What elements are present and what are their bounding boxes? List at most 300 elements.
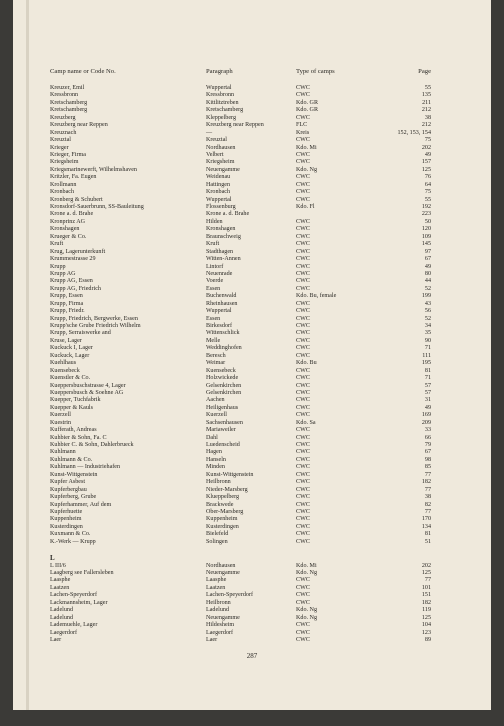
table-row (13, 353, 491, 360)
table-row (13, 487, 491, 494)
table-row (13, 464, 491, 471)
page-cell: 120 (421, 226, 431, 233)
index-table (13, 85, 491, 644)
section-gap (13, 546, 491, 553)
camp-type-cell: Kdo. Mi (296, 144, 317, 151)
camp-name-cell: Kronshagen (50, 226, 80, 233)
paragraph-cell: Kuppenheim (206, 516, 238, 523)
paragraph-cell: Kunst-Wittgenstein (206, 471, 254, 478)
paragraph-cell: Aachen (206, 397, 225, 404)
paragraph-cell: Dahl (206, 434, 218, 441)
table-row (13, 107, 491, 114)
camp-name-cell: Krupp, Firma (50, 300, 84, 307)
camp-name-cell: Krueger & Co. (50, 233, 87, 240)
camp-type-cell: CWC (296, 196, 310, 203)
paragraph-cell: Minden (206, 464, 225, 471)
paragraph-cell: Hattingen (206, 181, 231, 188)
section-letter: L (50, 553, 55, 562)
camp-type-cell: Kdo. GR (296, 107, 319, 114)
page-cell: 125 (421, 570, 431, 576)
camp-name-cell: Kupfer Asbest (50, 479, 86, 486)
table-row (13, 219, 491, 226)
table-row (13, 442, 491, 449)
table-row (13, 637, 491, 644)
paragraph-cell: Wuppertal (206, 196, 232, 203)
paragraph-cell: Luedenscheid (206, 442, 240, 448)
page-cell: 50 (424, 218, 431, 225)
page-cell: 151 (421, 592, 431, 599)
paragraph-cell: Essen (206, 315, 221, 322)
camp-name-cell: Kuxmann & Co. (50, 531, 91, 538)
table-row (13, 524, 491, 531)
paragraph-cell: Holzwickede (206, 375, 239, 382)
camp-type-cell: CWC (296, 137, 310, 144)
page-cell: 134 (421, 523, 431, 530)
page-cell: 169 (421, 412, 431, 419)
camp-type-cell: FLC (296, 122, 308, 129)
camp-name-cell: Kreuzberg near Reppen (50, 122, 108, 129)
camp-type-cell: CWC (296, 308, 310, 315)
camp-type-cell: CWC (296, 636, 310, 643)
paragraph-cell: Lachen-Speyerdorf (206, 592, 254, 599)
paragraph-cell: Hagen (206, 449, 222, 456)
page-cell: 85 (424, 464, 431, 471)
page-cell: 182 (421, 599, 431, 606)
camp-type-cell: Kdo. Ng (296, 570, 317, 576)
paragraph-cell: Neuengamme (206, 166, 240, 173)
camp-name-cell: Kreuzberg (50, 114, 76, 121)
table-row (13, 435, 491, 442)
page-cell: 56 (424, 308, 431, 315)
camp-name-cell: Kuhbier C. & Sohn, Dahlerbrueck (50, 442, 134, 448)
table-row (13, 271, 491, 278)
paragraph-cell: Kusterdingen (206, 523, 239, 530)
page-cell: 104 (421, 622, 431, 629)
table-row (13, 241, 491, 248)
camp-name-cell: Krieger (50, 144, 69, 151)
camp-name-cell: Kuppenheim (50, 516, 82, 523)
camp-type-cell: Kdo. GR (296, 99, 319, 106)
page-cell: 125 (421, 166, 431, 173)
page-cell: 64 (424, 181, 431, 188)
camp-type-cell: CWC (296, 599, 310, 606)
paragraph-cell: Beresch (206, 352, 226, 359)
camp-type-cell: CWC (296, 389, 310, 396)
paragraph-cell: Hildesheim (206, 622, 235, 629)
camp-type-cell: CWC (296, 218, 310, 225)
paragraph-cell: Braunschweig (206, 233, 241, 240)
table-row (13, 189, 491, 196)
camp-type-cell: CWC (296, 337, 310, 344)
table-row (13, 145, 491, 152)
camp-type-cell: CWC (296, 233, 310, 240)
table-row (13, 92, 491, 99)
camp-type-cell: CWC (296, 494, 310, 501)
table-row (13, 420, 491, 427)
camp-type-cell: CWC (296, 523, 310, 530)
camp-name-cell: Laegerdorf (50, 629, 78, 636)
camp-name-cell: Kueppersbuschstrasse 4, Lager (50, 382, 126, 389)
camp-type-cell: CWC (296, 442, 310, 448)
paragraph-cell: Klueppelberg (206, 494, 240, 501)
page-cell: 80 (424, 270, 431, 277)
camp-name-cell: Kunst-Wittgenstein (50, 471, 98, 478)
page-cell: 212 (421, 122, 431, 129)
page-cell: 209 (421, 419, 431, 426)
page-cell: 152, 153, 154 (397, 129, 431, 136)
camp-name-cell: Krummestrasse 29 (50, 256, 96, 263)
camp-type-cell: CWC (296, 270, 310, 277)
paragraph-cell: Weddinghofen (206, 345, 242, 352)
page-cell: 145 (421, 241, 431, 248)
camp-type-cell: Kdo. Ng (296, 614, 317, 621)
page-cell: 49 (424, 151, 431, 158)
table-row (13, 592, 491, 599)
table-row (13, 600, 491, 607)
page-cell: 43 (424, 300, 431, 307)
paragraph-cell: Nordhausen (206, 562, 236, 569)
camp-name-cell: Laasphe (50, 577, 71, 584)
page-cell: 31 (424, 397, 431, 404)
camp-name-cell: L III/6 (50, 562, 66, 569)
camp-name-cell: Laatzen (50, 584, 70, 591)
page-cell: 109 (421, 233, 431, 240)
camp-name-cell: Laer (50, 636, 62, 643)
page-number: 287 (246, 652, 258, 660)
paragraph-cell: Neuenrade (206, 270, 233, 277)
table-row (13, 615, 491, 622)
paragraph-cell: Kretschamberg (206, 107, 244, 114)
page-cell: 49 (424, 263, 431, 270)
paragraph-cell: Kriegsheim (206, 159, 235, 166)
camp-type-cell: CWC (296, 159, 310, 166)
page-cell: 89 (424, 636, 431, 643)
table-row (13, 130, 491, 137)
table-row (13, 502, 491, 509)
page-cell: 44 (424, 278, 431, 285)
camp-name-cell: Krupp'sche Grube Friedrich Wilhelm (50, 323, 141, 329)
camp-name-cell: Kuckuck I, Lager (50, 345, 93, 352)
page-cell: 75 (424, 137, 431, 144)
camp-type-cell: CWC (296, 449, 310, 456)
camp-name-cell: Kupferbergbau (50, 486, 87, 493)
page-cell: 90 (424, 337, 431, 344)
page-cell: 67 (424, 256, 431, 263)
camp-name-cell: Krupp AG (50, 270, 76, 277)
camp-type-cell: Kdo. Ng (296, 607, 317, 614)
paragraph-cell: Weidenau (206, 174, 231, 181)
table-row (13, 449, 491, 456)
table-row (13, 100, 491, 107)
camp-type-cell: CWC (296, 256, 310, 263)
page-cell: 77 (424, 471, 431, 478)
table-row (13, 412, 491, 419)
header-type: Type of camps (296, 68, 335, 75)
paragraph-cell: Laasphe (206, 577, 227, 584)
camp-name-cell: Kretschamberg (50, 107, 88, 114)
camp-type-cell: CWC (296, 114, 310, 121)
camp-name-cell: Kuepper, Tuchfabrik (50, 397, 101, 404)
table-row (13, 531, 491, 538)
paragraph-cell: — (206, 129, 213, 136)
camp-name-cell: Kuhlmann & Co. (50, 456, 93, 463)
camp-type-cell: Kdo. Fl (296, 204, 315, 210)
camp-type-cell: CWC (296, 508, 310, 515)
table-row (13, 375, 491, 382)
paragraph-cell: Krone a. d. Brahe (206, 211, 250, 218)
page-cell: 212 (421, 107, 431, 114)
page-cell: 82 (424, 501, 431, 508)
page-cell: 157 (421, 159, 431, 166)
camp-name-cell: Kupferhammer, Auf dem (50, 501, 112, 508)
paragraph-cell: Melle (206, 337, 221, 344)
camp-name-cell: Kretschamberg (50, 99, 88, 106)
table-row (13, 509, 491, 516)
camp-name-cell: Kuepper & Kauls (50, 404, 93, 411)
page-cell: 38 (424, 494, 431, 501)
page-cell: 211 (422, 99, 431, 106)
camp-name-cell: Kuhbier & Sohn, Fa. C (50, 434, 107, 441)
camp-name-cell: Kruse, Lager (50, 337, 82, 344)
paragraph-cell: Essen (206, 285, 221, 292)
camp-name-cell: Kronsdorf-Sauerbrunn, SS-Bauleitung (50, 204, 144, 210)
paragraph-cell: Stadthagen (206, 248, 234, 255)
page-cell: 223 (421, 211, 431, 218)
table-row (13, 383, 491, 390)
header-camp-name: Camp name or Code No. (50, 68, 116, 75)
paragraph-cell: Heilbronn (206, 599, 231, 606)
camp-type-cell: CWC (296, 345, 310, 352)
paragraph-cell: Hilden (206, 218, 223, 225)
paragraph-cell: Kressbronn (206, 92, 235, 99)
table-row (13, 397, 491, 404)
camp-name-cell: Kuehlhaus (50, 360, 77, 367)
table-row (13, 211, 491, 218)
table-row (13, 360, 491, 367)
table-row (13, 630, 491, 637)
camp-name-cell: Kueppersbusch & Soehne AG (50, 389, 124, 396)
camp-name-cell: Kressbronn (50, 92, 79, 99)
camp-type-cell: CWC (296, 315, 310, 322)
camp-name-cell: Krone a. d. Brahe (50, 211, 94, 218)
camp-name-cell: Kronbach (50, 189, 75, 196)
paragraph-cell: Rheinhausen (206, 300, 238, 307)
camp-name-cell: Kriegsmarinewerft, Wilhelmshaven (50, 166, 137, 173)
table-row (13, 316, 491, 323)
paragraph-cell: Birkesdorf (206, 323, 233, 329)
camp-type-cell: CWC (296, 181, 310, 188)
header-paragraph: Paragraph (206, 68, 233, 75)
paragraph-cell: Nordhausen (206, 144, 236, 151)
camp-name-cell: Kuenstler & Co. (50, 375, 91, 382)
page-cell: 49 (424, 404, 431, 411)
paragraph-cell: Gelsenkirchen (206, 389, 242, 396)
page-cell: 76 (424, 174, 431, 181)
page-cell: 75 (424, 189, 431, 196)
camp-type-cell: CWC (296, 226, 310, 233)
camp-name-cell: Krollmann (50, 181, 77, 188)
camp-name-cell: Kruft (50, 241, 64, 248)
table-row (13, 204, 491, 211)
page-cell: 202 (421, 562, 431, 569)
camp-type-cell: CWC (296, 189, 310, 196)
paragraph-cell: Mariaweiler (206, 427, 236, 434)
camp-type-cell: CWC (296, 471, 310, 478)
page-cell: 57 (424, 382, 431, 389)
camp-name-cell: Krug, Lagerunterkunft (50, 248, 106, 255)
paragraph-cell: Wuppertal (206, 85, 232, 91)
paragraph-cell: Kruft (206, 241, 220, 248)
page-cell: 135 (421, 92, 431, 99)
table-row (13, 494, 491, 501)
paragraph-cell: Brackwede (206, 501, 234, 508)
camp-type-cell: CWC (296, 278, 310, 285)
camp-name-cell: Kuhlmann — Industriehafen (50, 464, 121, 471)
camp-type-cell: CWC (296, 352, 310, 359)
camp-name-cell: Kritzler, Fa. Eugen (50, 174, 97, 181)
camp-name-cell: Lackmannsheim, Lager (50, 599, 108, 606)
camp-type-cell: CWC (296, 486, 310, 493)
page-cell: 77 (424, 486, 431, 493)
camp-type-cell: CWC (296, 584, 310, 591)
page-cell: 57 (424, 389, 431, 396)
camp-type-cell: Kdo. Bu, female (296, 293, 337, 300)
page-cell: 35 (424, 330, 431, 337)
camp-type-cell: CWC (296, 375, 310, 382)
page-cell: 170 (421, 516, 431, 523)
camp-type-cell: CWC (296, 174, 310, 181)
camp-name-cell: Kuerzell (50, 412, 71, 419)
camp-type-cell: Kdo. Ng (296, 166, 317, 173)
page-cell: 33 (424, 427, 431, 434)
page-cell: 202 (421, 144, 431, 151)
table-row (13, 323, 491, 330)
page-cell: 34 (424, 323, 431, 329)
page-cell: 81 (424, 531, 431, 538)
document-page (13, 0, 491, 710)
camp-type-cell: CWC (296, 248, 310, 255)
paragraph-cell: Laer (206, 636, 218, 643)
table-row (13, 607, 491, 614)
table-row (13, 570, 491, 577)
page-cell: 195 (421, 360, 431, 367)
camp-type-cell: CWC (296, 263, 310, 270)
paragraph-cell: Flossenburg (206, 204, 236, 210)
camp-name-cell: Krupp, Friedrich, Bergwerke, Essen (50, 315, 138, 322)
paragraph-cell: Kleppelberg (206, 114, 237, 121)
table-row (13, 301, 491, 308)
camp-type-cell: CWC (296, 412, 310, 419)
page-cell: 125 (421, 614, 431, 621)
camp-type-cell: CWC (296, 151, 310, 158)
camp-name-cell: Kupferberg, Grube (50, 494, 97, 501)
paragraph-cell: Lintorf (206, 263, 224, 270)
camp-type-cell: CWC (296, 622, 310, 629)
camp-type-cell: CWC (296, 367, 310, 374)
camp-name-cell: Kufferath, Andreas (50, 427, 97, 434)
paragraph-cell: Ober-Marsberg (206, 508, 244, 515)
paragraph-cell: Kittlitztreben (206, 99, 239, 106)
paragraph-cell: Sachsenhausen (206, 419, 243, 426)
camp-type-cell: CWC (296, 592, 310, 599)
page-cell: 52 (424, 285, 431, 292)
camp-type-cell: Kdo. Bu (296, 360, 317, 367)
table-row (13, 122, 491, 129)
paragraph-cell: Kronshagen (206, 226, 236, 233)
table-row (13, 293, 491, 300)
camp-type-cell: CWC (296, 434, 310, 441)
table-row (13, 368, 491, 375)
page-cell: 66 (424, 434, 431, 441)
paragraph-cell: Weimar (206, 360, 226, 367)
camp-type-cell: CWC (296, 501, 310, 508)
page-cell: 38 (424, 114, 431, 121)
camp-type-cell: CWC (296, 330, 310, 337)
table-row (13, 264, 491, 271)
paragraph-cell: Bielefeld (206, 531, 229, 538)
camp-name-cell: Kusterdingen (50, 523, 83, 530)
table-row (13, 234, 491, 241)
camp-name-cell: Kreuznach (50, 129, 77, 136)
table-row (13, 563, 491, 570)
page-cell: 55 (424, 85, 431, 91)
camp-type-cell: CWC (296, 456, 310, 463)
page-cell: 123 (421, 629, 431, 636)
paragraph-cell: Nieder-Marsberg (206, 486, 248, 493)
table-row (13, 622, 491, 629)
header-page: Page (418, 68, 431, 75)
camp-type-cell: CWC (296, 241, 310, 248)
camp-type-cell: CWC (296, 464, 310, 471)
paragraph-cell: Buchenwald (206, 293, 237, 300)
paragraph-cell: Kreuztal (206, 137, 227, 144)
section-heading (13, 554, 491, 563)
camp-name-cell: Ladelund (50, 607, 74, 614)
page-cell: 182 (421, 479, 431, 486)
page-cell: 77 (424, 577, 431, 584)
page-cell: 192 (421, 204, 431, 210)
table-row (13, 197, 491, 204)
page-cell: 71 (424, 345, 431, 352)
page-cell: 98 (424, 456, 431, 463)
paragraph-cell: Kuensebeck (206, 367, 236, 374)
paragraph-cell: Wittenschlick (206, 330, 240, 337)
page-cell: 51 (424, 538, 431, 545)
camp-type-cell: CWC (296, 538, 310, 545)
camp-name-cell: Kuckuck, Lager (50, 352, 90, 359)
camp-name-cell: Kuensebeck (50, 367, 80, 374)
camp-type-cell: CWC (296, 516, 310, 523)
camp-type-cell: CWC (296, 404, 310, 411)
camp-type-cell: Kreis (296, 129, 310, 136)
table-row (13, 345, 491, 352)
camp-type-cell: CWC (296, 300, 310, 307)
paragraph-cell: Witten-Annen (206, 256, 241, 263)
paragraph-cell: Hanseln (206, 456, 226, 463)
camp-type-cell: CWC (296, 427, 310, 434)
camp-name-cell: Kuhlmann (50, 449, 76, 456)
table-row (13, 338, 491, 345)
camp-type-cell: Kdo. Sa (296, 419, 316, 426)
camp-type-cell: CWC (296, 85, 310, 91)
table-row (13, 137, 491, 144)
camp-name-cell: Krieger, Firma (50, 151, 86, 158)
page-cell: 101 (421, 584, 431, 591)
camp-type-cell: Kdo. Mi (296, 562, 317, 569)
page-cell: 81 (424, 367, 431, 374)
paragraph-cell: Heiligenhaus (206, 404, 239, 411)
camp-name-cell: K.-Werk — Krupp (50, 538, 96, 545)
